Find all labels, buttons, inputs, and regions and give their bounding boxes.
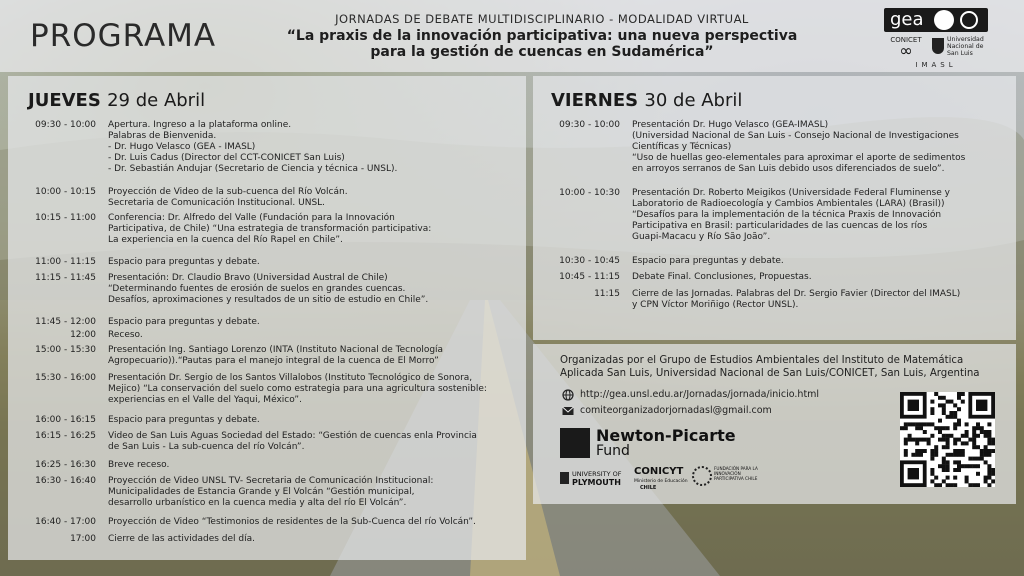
qr-module: [976, 464, 980, 468]
qr-module: [930, 457, 934, 461]
qr-module: [965, 430, 969, 434]
subtitle-line-1: “La praxis de la innovación participativa: una nueva perspectiva: [286, 28, 798, 44]
qr-module: [946, 445, 950, 449]
newton-picarte-sub: Fund: [596, 443, 630, 459]
unsl-logo: [932, 36, 988, 60]
qr-module: [953, 441, 957, 445]
sun-icon: [692, 466, 712, 486]
thursday-time: 15:30 - 16:00: [35, 373, 96, 383]
qr-module: [930, 422, 934, 426]
event-line: JORNADAS DE DEBATE MULTIDISCIPLINARIO - MODALIDAD VIRTUAL: [335, 12, 749, 26]
qr-module: [919, 453, 923, 457]
subtitle-line-2: para la gestión de cuencas en Sudamérica”: [370, 44, 714, 60]
qr-code[interactable]: [900, 392, 995, 487]
friday-day: VIERNES: [551, 90, 639, 111]
qr-module: [927, 422, 931, 426]
qr-module: [942, 403, 946, 407]
qr-module: [938, 426, 942, 430]
unsl-logo-text: Universidad Nacional de San Luis: [947, 36, 984, 57]
friday-description: Espacio para preguntas y debate.: [632, 256, 784, 266]
qr-module: [953, 453, 957, 457]
thursday-time: 11:15 - 11:45: [35, 273, 96, 283]
institution-logos: [884, 8, 988, 70]
qr-module: [965, 434, 969, 438]
qr-module: [953, 468, 957, 472]
qr-module: [984, 453, 988, 457]
qr-module: [946, 464, 950, 468]
thursday-day: JUEVES: [28, 90, 101, 111]
qr-module: [953, 460, 957, 464]
thursday-description: Espacio para preguntas y debate.: [108, 257, 260, 267]
thursday-description: Proyección de Video “Testimonios de residentes de la Sub-Cuenca del río Volcán”.: [108, 517, 476, 527]
qr-finder-pattern: [908, 400, 919, 411]
qr-module: [915, 426, 919, 430]
qr-module: [953, 411, 957, 415]
gea-logo-text: gea: [890, 9, 924, 30]
qr-module: [930, 400, 934, 404]
qr-code-image: [900, 392, 995, 487]
qr-module: [949, 453, 953, 457]
qr-module: [904, 453, 908, 457]
qr-module: [942, 411, 946, 415]
qr-module: [930, 479, 934, 483]
qr-module: [987, 468, 991, 472]
qr-module: [953, 438, 957, 442]
qr-module: [957, 396, 961, 400]
qr-module: [987, 441, 991, 445]
qr-module: [976, 422, 980, 426]
qr-module: [919, 426, 923, 430]
qr-module: [915, 441, 919, 445]
thursday-time: 16:00 - 16:15: [35, 415, 96, 425]
conicet-logo-text: CONICET: [890, 36, 922, 44]
qr-module: [972, 426, 976, 430]
thursday-time: 16:30 - 16:40: [35, 476, 96, 486]
qr-module: [961, 449, 965, 453]
thursday-description: Presentación Dr. Sergio de los Santos Villalobos (Instituto Tecnológico de Sonora, Mejico) “La conservación del suelo como estrategia para una agricultura sostenible: experiencias en el Valle del Yaqui, México”.: [108, 373, 487, 405]
qr-module: [987, 434, 991, 438]
thursday-description: Presentación: Dr. Claudio Bravo (Universidad Austral de Chile) “Determinando fuentes de erosión de suelos en grandes cuencas. Desafíos, aproximaciones y resultados de un sitio de estudio en Chile”.: [108, 273, 429, 305]
qr-module: [904, 449, 908, 453]
qr-module: [957, 453, 961, 457]
qr-module: [904, 441, 908, 445]
qr-module: [976, 472, 980, 476]
qr-module: [919, 438, 923, 442]
qr-module: [953, 426, 957, 430]
qr-module: [965, 441, 969, 445]
qr-module: [976, 457, 980, 461]
unsl-shield-icon: [932, 38, 944, 54]
qr-module: [904, 438, 908, 442]
qr-module: [934, 445, 938, 449]
qr-module: [904, 422, 908, 426]
qr-module: [980, 430, 984, 434]
qr-module: [938, 483, 942, 487]
planet-icon: [960, 11, 978, 29]
thursday-time: 16:40 - 17:00: [35, 517, 96, 527]
qr-module: [987, 430, 991, 434]
qr-module: [942, 438, 946, 442]
qr-module: [965, 422, 969, 426]
qr-module: [991, 472, 995, 476]
thursday-time: 16:25 - 16:30: [35, 460, 96, 470]
thursday-description: Video de San Luis Aguas Sociedad del Estado: “Gestión de cuencas enla Provincia de San Luis - La sub-cuenca del río Volcán”.: [108, 431, 477, 452]
qr-module: [972, 464, 976, 468]
qr-module: [991, 479, 995, 483]
qr-module: [946, 438, 950, 442]
qr-module: [908, 438, 912, 442]
qr-module: [949, 415, 953, 419]
thursday-time: 16:15 - 16:25: [35, 431, 96, 441]
qr-module: [938, 438, 942, 442]
qr-module: [949, 400, 953, 404]
qr-module: [972, 434, 976, 438]
fundacion-logo: [692, 464, 760, 490]
thursday-description: Cierre de las actividades del día.: [108, 534, 255, 544]
qr-module: [968, 438, 972, 442]
qr-module: [942, 457, 946, 461]
qr-module: [946, 426, 950, 430]
plymouth-line-1: UNIVERSITY OF: [572, 470, 622, 478]
qr-module: [957, 464, 961, 468]
thursday-time: 09:30 - 10:00: [35, 120, 96, 130]
thursday-date: 29 de Abril: [107, 90, 206, 111]
qr-module: [938, 419, 942, 423]
event-subtitle: [262, 28, 822, 60]
qr-module: [946, 468, 950, 472]
qr-module: [984, 479, 988, 483]
thursday-description: Espacio para preguntas y debate.: [108, 415, 260, 425]
website-link[interactable]: http://gea.unsl.edu.ar/Jornadas/jornada/inicio.html: [580, 389, 820, 400]
thursday-time: 10:15 - 11:00: [35, 213, 96, 223]
qr-module: [984, 434, 988, 438]
qr-module: [938, 396, 942, 400]
qr-module: [957, 392, 961, 396]
qr-module: [915, 422, 919, 426]
qr-module: [949, 411, 953, 415]
conicyt-text: CONICYT: [634, 466, 684, 477]
qr-module: [961, 400, 965, 404]
qr-module: [953, 476, 957, 480]
qr-module: [980, 457, 984, 461]
qr-module: [904, 426, 908, 430]
qr-module: [946, 415, 950, 419]
qr-module: [987, 422, 991, 426]
qr-module: [980, 453, 984, 457]
qr-module: [946, 434, 950, 438]
newton-picarte-title: Newton-Picarte: [596, 426, 736, 445]
qr-module: [942, 426, 946, 430]
qr-module: [972, 438, 976, 442]
qr-module: [942, 396, 946, 400]
qr-module: [949, 434, 953, 438]
qr-module: [991, 449, 995, 453]
friday-time: 10:45 - 11:15: [559, 272, 620, 282]
qr-module: [987, 476, 991, 480]
conicyt-country: CHILE: [640, 485, 657, 491]
qr-module: [911, 438, 915, 442]
qr-module: [972, 457, 976, 461]
qr-module: [991, 438, 995, 442]
qr-module: [953, 422, 957, 426]
qr-module: [965, 464, 969, 468]
qr-module: [946, 460, 950, 464]
qr-module: [930, 434, 934, 438]
newton-picarte-icon: [560, 428, 590, 458]
infinity-icon: ∞: [899, 41, 913, 60]
qr-module: [976, 445, 980, 449]
qr-module: [987, 449, 991, 453]
qr-module: [938, 430, 942, 434]
qr-module: [957, 419, 961, 423]
qr-module: [957, 449, 961, 453]
qr-module: [946, 453, 950, 457]
qr-module: [980, 449, 984, 453]
qr-module: [946, 441, 950, 445]
thursday-heading: [28, 90, 205, 111]
qr-module: [961, 453, 965, 457]
qr-module: [934, 449, 938, 453]
qr-module: [934, 483, 938, 487]
qr-module: [987, 472, 991, 476]
mail-icon: [562, 405, 574, 417]
qr-module: [927, 441, 931, 445]
qr-module: [923, 430, 927, 434]
qr-module: [957, 422, 961, 426]
qr-module: [987, 464, 991, 468]
thursday-time: 12:00: [70, 330, 96, 340]
qr-module: [946, 400, 950, 404]
globe-icon: [934, 10, 954, 30]
qr-module: [946, 483, 950, 487]
qr-module: [930, 453, 934, 457]
friday-description: Cierre de las Jornadas. Palabras del Dr. Sergio Favier (Director del IMASL) y CPN Víctor Moriñigo (Rector UNSL).: [632, 289, 961, 310]
qr-module: [923, 422, 927, 426]
qr-module: [911, 422, 915, 426]
qr-module: [915, 453, 919, 457]
thursday-time: 17:00: [70, 534, 96, 544]
friday-time: 09:30 - 10:00: [559, 120, 620, 130]
globe-icon: [562, 389, 574, 401]
qr-module: [934, 453, 938, 457]
qr-module: [900, 426, 904, 430]
qr-module: [927, 438, 931, 442]
qr-module: [961, 441, 965, 445]
qr-module: [957, 460, 961, 464]
qr-module: [968, 464, 972, 468]
thursday-time: 11:00 - 11:15: [35, 257, 96, 267]
friday-description: Presentación Dr. Hugo Velasco (GEA-IMASL) (Universidad Nacional de San Luis - Consejo Nacional de Investigaciones Científicas y Técnicas) “Uso de huellas geo-elementales para aproximar el aporte de sedimentos en arroyos serranos de San Luis debido usos diferenciados de suelo”.: [632, 120, 966, 174]
qr-module: [972, 445, 976, 449]
thursday-description: Proyección de Video de la sub-cuenca del Río Volcán. Secretaria de Comunicación Institucional. UNSL.: [108, 187, 348, 208]
qr-module: [968, 483, 972, 487]
qr-module: [976, 483, 980, 487]
qr-module: [957, 468, 961, 472]
qr-module: [984, 460, 988, 464]
thursday-description: Espacio para preguntas y debate.: [108, 317, 260, 327]
thursday-description: Breve receso.: [108, 460, 170, 470]
thursday-description: Proyección de Video UNSL TV- Secretaria de Comunicación Institucional: Municipalidades de Estancia Grande y El Volcán “Gestión municipal, desarrollo urbanístico en la cuenca media y alta del río El Volcán”.: [108, 476, 434, 508]
qr-module: [908, 434, 912, 438]
qr-module: [938, 464, 942, 468]
qr-module: [972, 483, 976, 487]
plymouth-logo: [560, 470, 626, 490]
qr-module: [946, 476, 950, 480]
friday-time: 10:00 - 10:30: [559, 188, 620, 198]
qr-module: [987, 438, 991, 442]
thursday-description: Presentación Ing. Santiago Lorenzo (INTA (Instituto Nacional de Tecnología Agropecuario)).“Pautas para el manejo integral de la cuenca de El Morro”: [108, 345, 444, 366]
qr-module: [911, 453, 915, 457]
qr-module: [942, 434, 946, 438]
thursday-time: 11:45 - 12:00: [35, 317, 96, 327]
qr-module: [965, 476, 969, 480]
qr-module: [980, 426, 984, 430]
friday-time: 11:15: [594, 289, 620, 299]
thursday-description: Apertura. Ingreso a la plataforma online. Palabras de Bienvenida. - Dr. Hugo Velasco (GEA - IMASL) - Dr. Luis Cadus (Director del CCT-CONICET San Luis) - Dr. Sebastián Andujar (Secretario de Ciencia y técnica - UNSL).: [108, 120, 398, 174]
qr-module: [991, 441, 995, 445]
qr-module: [934, 476, 938, 480]
qr-module: [930, 411, 934, 415]
qr-module: [934, 392, 938, 396]
qr-module: [984, 476, 988, 480]
qr-module: [972, 430, 976, 434]
qr-module: [942, 479, 946, 483]
qr-module: [991, 468, 995, 472]
page-title: PROGRAMA: [30, 18, 217, 54]
gea-logo: [884, 8, 988, 32]
qr-module: [968, 457, 972, 461]
qr-module: [987, 483, 991, 487]
fundacion-text: FUNDACIÓN PARA LA INNOVACIÓN PARTICIPATIVA CHILE: [714, 466, 758, 481]
friday-description: Presentación Dr. Roberto Meigikos (Universidade Federal Fluminense y Laboratorio de Radioecología y Cambios Ambientales (LARA) (Brasil)) “Desafíos para la implementación de la técnica Praxis de Innovación Participativa en Brasil: particularidades de las cuencas de los ríos Guapi-Macacu y Río São João”.: [632, 188, 950, 242]
qr-module: [984, 445, 988, 449]
qr-module: [942, 460, 946, 464]
qr-module: [930, 449, 934, 453]
imasl-logo: IMASL: [915, 61, 957, 69]
qr-module: [919, 422, 923, 426]
email-link[interactable]: comiteorganizadorjornadasl@gmail.com: [580, 405, 772, 416]
conicyt-logo: [634, 466, 690, 494]
qr-finder-pattern: [908, 468, 919, 479]
qr-module: [965, 479, 969, 483]
qr-module: [934, 426, 938, 430]
conicet-logo: [884, 36, 928, 58]
qr-module: [908, 422, 912, 426]
qr-module: [942, 445, 946, 449]
newton-picarte-logo: [560, 428, 750, 460]
qr-module: [915, 438, 919, 442]
qr-module: [953, 449, 957, 453]
friday-heading: [551, 90, 742, 111]
friday-time: 10:30 - 10:45: [559, 256, 620, 266]
friday-description: Debate Final. Conclusiones, Propuestas.: [632, 272, 812, 282]
qr-module: [984, 449, 988, 453]
qr-module: [942, 468, 946, 472]
qr-module: [953, 415, 957, 419]
plymouth-line-2: PLYMOUTH: [572, 478, 621, 487]
qr-finder-pattern: [976, 400, 987, 411]
thursday-time: 15:00 - 15:30: [35, 345, 96, 355]
thursday-description: Conferencia: Dr. Alfredo del Valle (Fundación para la Innovación Participativa, de Chile) “Una estrategia de transformación participativa: La experiencia en la cuenca del Río Rapel en Chile”.: [108, 213, 432, 245]
qr-module: [961, 434, 965, 438]
qr-module: [923, 438, 927, 442]
qr-module: [961, 464, 965, 468]
qr-module: [930, 407, 934, 411]
qr-module: [984, 430, 988, 434]
conicyt-sub: Ministerio de Educación: [634, 479, 688, 484]
qr-module: [957, 407, 961, 411]
qr-module: [942, 407, 946, 411]
thursday-description: Receso.: [108, 330, 143, 340]
qr-module: [938, 403, 942, 407]
qr-module: [953, 483, 957, 487]
organizers-text: Organizadas por el Grupo de Estudios Ambientales del Instituto de Matemática Aplicada San Luis, Universidad Nacional de San Luis/CONICET, San Luis, Argentina: [560, 355, 980, 379]
qr-module: [987, 453, 991, 457]
qr-module: [961, 392, 965, 396]
qr-module: [923, 449, 927, 453]
qr-module: [930, 468, 934, 472]
qr-module: [976, 434, 980, 438]
qr-module: [942, 464, 946, 468]
qr-module: [949, 483, 953, 487]
thursday-time: 10:00 - 10:15: [35, 187, 96, 197]
friday-date: 30 de Abril: [644, 90, 743, 111]
qr-module: [976, 426, 980, 430]
plymouth-shield-icon: [560, 472, 569, 484]
qr-module: [919, 449, 923, 453]
qr-module: [972, 441, 976, 445]
qr-module: [953, 403, 957, 407]
qr-module: [957, 438, 961, 442]
qr-module: [930, 472, 934, 476]
qr-module: [915, 449, 919, 453]
